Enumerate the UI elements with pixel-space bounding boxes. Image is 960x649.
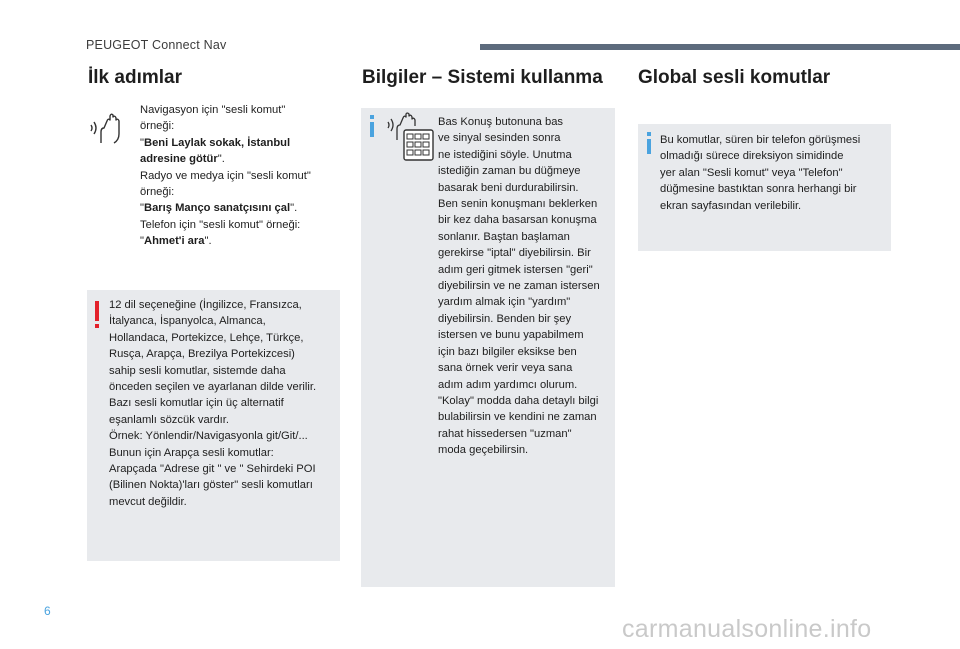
info-line: diyebilirsin. Benden bir şey <box>438 312 572 325</box>
example-media: Barış Manço sanatçısını çal <box>143 202 291 215</box>
quote-end: ". <box>290 202 298 215</box>
warning-line: Arapçada "Adrese git " ve " Sehirdeki POI <box>109 463 316 476</box>
warning-marker-icon <box>95 301 99 321</box>
info-box-system <box>361 108 615 587</box>
example-navigation-b: adresine götür <box>140 153 218 166</box>
info-line: istersen ve bunu yapabilmem <box>438 329 584 342</box>
header-title: PEUGEOT Connect Nav <box>86 38 227 52</box>
warning-line: mevcut değildir. <box>109 495 187 508</box>
warning-line: önceden seçilen ve ayarlanan dilde verilir. <box>109 381 317 394</box>
example-phone: Ahmet'i ara <box>143 235 205 248</box>
info-line: düğmesine bastıktan sonra herhangi bir <box>660 183 857 196</box>
voice-command-hand-icon <box>88 112 128 146</box>
warning-line: 12 dil seçeneğine (İngilizce, Fransızca, <box>109 299 302 311</box>
info-line: moda geçebilirsin. <box>438 444 529 457</box>
quote-end: ". <box>204 235 212 248</box>
global-commands-text <box>660 132 888 214</box>
info-line: gerekirse "iptal" diyebilirsin. Bir <box>438 247 591 260</box>
info-line: sana örnek verir veya sana <box>438 362 573 375</box>
info-box-global <box>638 124 891 251</box>
voice-keypad-hand-icon <box>385 112 435 164</box>
info-line: rahat hissedersen "uzman" <box>438 427 572 440</box>
intro-text <box>140 102 340 250</box>
quote: " <box>140 202 144 215</box>
watermark: carmanualsonline.info <box>622 615 872 643</box>
warning-line: sahip sesli komutlar, sistemde daha <box>109 364 286 377</box>
intro-line: Telefon için "sesli komut" örneği: <box>140 218 301 231</box>
info-line: sonlanır. Baştan başlaman <box>438 230 570 243</box>
warning-line: Hollandaca, Portekizce, Lehçe, Türkçe, <box>109 331 304 344</box>
info-line: "Kolay" modda daha detaylı bilgi <box>438 394 599 407</box>
info-line: adım geri gitmek istersen "geri" <box>438 263 593 276</box>
warning-line: eşanlamlı sözcük vardır. <box>109 413 230 426</box>
info-line: yer alan "Sesli komut" veya "Telefon" <box>660 166 843 179</box>
info-line: ve sinyal sesinden sonra <box>438 132 561 145</box>
col2-title: Bilgiler – Sistemi kullanma <box>362 67 603 88</box>
col3-title: Global sesli komutlar <box>638 67 831 88</box>
info-line: ne istediğini söyle. Unutma <box>438 148 572 161</box>
info-line: Bas Konuş butonuna bas <box>438 116 564 128</box>
warning-box <box>87 290 340 561</box>
header-rule <box>480 44 960 50</box>
intro-line: örneği: <box>140 120 175 133</box>
info-line: Bu komutlar, süren bir telefon görüşmesi <box>660 134 861 146</box>
info-marker-icon <box>647 139 651 154</box>
info-line: bulabilirsin ve kendini ne zaman <box>438 411 597 424</box>
col1-title: İlk adımlar <box>88 67 182 88</box>
warning-line: Örnek: Yönlendir/Navigasyonla git/Git/... <box>109 430 308 443</box>
info-line: Ben senin konuşmanı beklerken <box>438 198 598 211</box>
info-line: olmadığı sürece direksiyon simidinde <box>660 150 844 163</box>
info-line: basarak beni durdurabilirsin. <box>438 181 579 194</box>
warning-line: Bunun için Arapça sesli komutlar: <box>109 446 274 459</box>
info-line: ekran sayfasından verilebilir. <box>660 199 802 212</box>
info-marker-icon <box>370 122 374 137</box>
info-line: adım adım yardımcı olurum. <box>438 378 578 391</box>
warning-line: Bazı sesli komutlar için üç alternatif <box>109 397 284 410</box>
info-line: yardım almak için "yardım" <box>438 296 571 309</box>
info-line: için bazı bilgiler eksikse ben <box>438 345 577 358</box>
system-usage-text <box>438 114 614 459</box>
page-number: 6 <box>44 604 51 618</box>
intro-line: Navigasyon için "sesli komut" <box>140 104 286 116</box>
intro-line: örneği: <box>140 186 175 199</box>
warning-line: (Bilinen Nokta)'ları göster" sesli komutları <box>109 479 313 492</box>
quote: " <box>140 136 144 149</box>
info-line: diyebilirsin ve ne zaman istersen <box>438 280 600 293</box>
intro-line: Radyo ve medya için "sesli komut" <box>140 169 311 182</box>
info-line: bir kez daha basarsan konuşma <box>438 214 597 227</box>
quote-end: ". <box>217 153 225 166</box>
warning-text <box>109 297 337 510</box>
quote: " <box>140 235 144 248</box>
warning-line: İtalyanca, İspanyolca, Almanca, <box>109 315 266 328</box>
info-line: istediğin zaman bu düğmeye <box>438 165 581 178</box>
warning-line: Rusça, Arapça, Brezilya Portekizcesi) <box>109 348 295 361</box>
example-navigation-a: Beni Laylak sokak, İstanbul <box>143 136 291 149</box>
